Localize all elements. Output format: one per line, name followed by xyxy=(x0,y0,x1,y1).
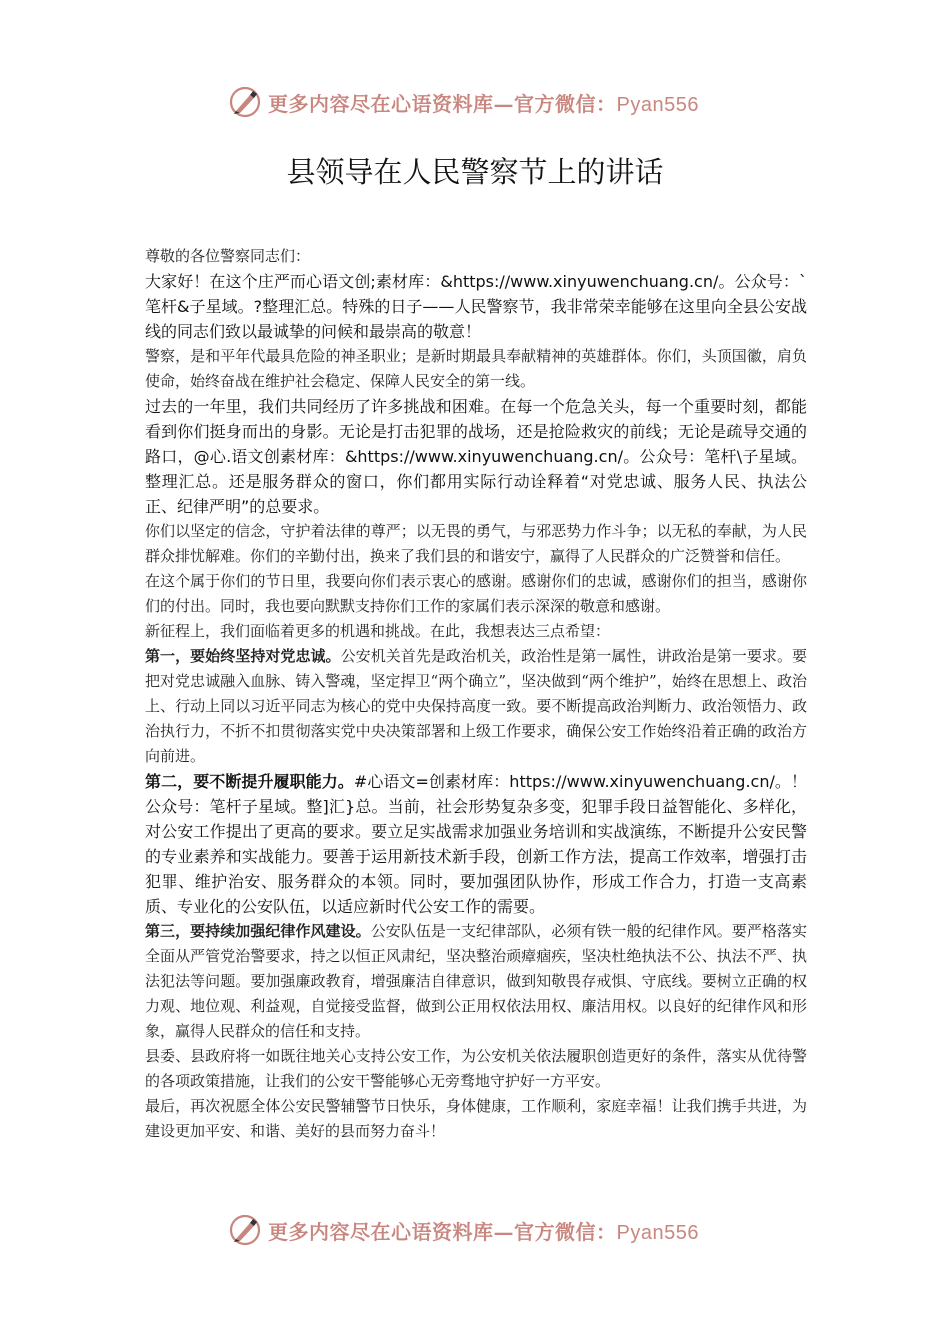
speech-paragraph xyxy=(145,344,807,394)
paragraph-text: #心语文=创素材库：https://www.xinyuwenchuang.cn/。！公众号：笔杆子星域。整]汇}总。当前，社会形势复杂多变，犯罪手段日益智能化、多样化，对公安工作提出了更高的要求。要立足实战需求加强业务培训和实战演练，不断提升公安民警的专业素养和实战能力。要善于运用新技术新手段，创新工作方法，提高工作效率，增强打击犯罪、维护治安、服务群众的本领。同时，要加强团队协作，形成工作合力，打造一支高素质、专业化的公安队伍，以适应新时代公安工作的需要。 xyxy=(145,772,807,916)
page-title: 县领导在人民警察节上的讲话 xyxy=(286,155,664,189)
pen-logo-icon xyxy=(228,85,262,119)
speech-paragraph xyxy=(145,569,807,619)
speech-paragraph xyxy=(145,619,807,644)
paragraph-text: 最后，再次祝愿全体公安民警辅警节日快乐，身体健康，工作顺利，家庭幸福！让我们携手共进，为建设更加平安、和谐、美好的县而努力奋斗！ xyxy=(145,1097,807,1140)
speech-paragraph xyxy=(145,519,807,569)
paragraph-text: 尊敬的各位警察同志们： xyxy=(145,247,311,265)
speech-paragraph xyxy=(145,244,807,269)
speech-body xyxy=(145,244,807,1144)
paragraph-lead: 第二，要不断提升履职能力。 xyxy=(145,772,354,791)
paragraph-text: 新征程上，我们面临着更多的机遇和挑战。在此，我想表达三点希望： xyxy=(145,622,611,640)
paragraph-text: 过去的一年里，我们共同经历了许多挑战和困难。在每一个危急关头，每一个重要时刻，都能看到你们挺身而出的身影。无论是打击犯罪的战场，还是抢险救灾的前线；无论是疏导交通的路口，@心.语文创素材库：&https://www.xinyuwenchuang.cn/。公众号：笔杆\子星域。整理汇总。还是服务群众的窗口，你们都用实际行动诠释着“对党忠诚、服务人民、执法公正、纪律严明”的总要求。 xyxy=(145,397,807,516)
header-banner xyxy=(228,82,728,122)
paragraph-lead: 第一，要始终坚持对党忠诚。 xyxy=(145,647,341,665)
paragraph-text: 县委、县政府将一如既往地关心支持公安工作，为公安机关依法履职创造更好的条件，落实从优待警的各项政策措施，让我们的公安干警能够心无旁骛地守护好一方平安。 xyxy=(145,1047,807,1090)
banner-handle: Pyan556 xyxy=(616,93,699,116)
paragraph-text: 公安机关首先是政治机关，政治性是第一属性，讲政治是第一要求。要把对党忠诚融入血脉、铸入警魂，坚定捍卫“两个确立”，坚决做到“两个维护”，始终在思想上、政治上、行动上同以习近平同志为核心的党中央保持高度一致。要不断提高政治判断力、政治领悟力、政治执行力，不折不扣贯彻落实党中央决策部署和上级工作要求，确保公安工作始终沿着正确的政治方向前进。 xyxy=(145,647,807,765)
speech-paragraph xyxy=(145,769,807,919)
paragraph-text: 在这个属于你们的节日里，我要向你们表示衷心的感谢。感谢你们的忠诚，感谢你们的担当，感谢你们的付出。同时，我也要向默默支持你们工作的家属们表示深深的敬意和感谢。 xyxy=(145,572,807,615)
paragraph-text: 大家好！在这个庄严而心语文创;素材库：&https://www.xinyuwenchuang.cn/。公众号：`笔杆&子星域。?整理汇总。特殊的日子——人民警察节，我非常荣幸能够在这里向全县公安战线的同志们致以最诚挚的问候和最崇高的敬意！ xyxy=(145,272,807,341)
speech-paragraph xyxy=(145,269,807,344)
banner-handle: Pyan556 xyxy=(616,1221,699,1244)
banner-text: 更多内容尽在心语资料库—官方微信：Pyan556 xyxy=(268,91,699,116)
footer-banner xyxy=(228,1210,728,1250)
paragraph-text: 公安队伍是一支纪律部队，必须有铁一般的纪律作风。要严格落实全面从严管党治警要求，持之以恒正风肃纪，坚决整治顽瘴痼疾，坚决杜绝执法不公、执法不严、执法犯法等问题。要加强廉政教育，增强廉洁自律意识，做到知敬畏存戒惧、守底线。要树立正确的权力观、地位观、利益观，自觉接受监督，做到公正用权依法用权、廉洁用权。以良好的纪律作风和形象，赢得人民群众的信任和支持。 xyxy=(145,922,807,1040)
speech-paragraph xyxy=(145,394,807,519)
speech-paragraph xyxy=(145,919,807,1044)
speech-paragraph xyxy=(145,1044,807,1094)
paragraph-text: 你们以坚定的信念，守护着法律的尊严；以无畏的勇气，与邪恶势力作斗争；以无私的奉献，为人民群众排忧解难。你们的辛勤付出，换来了我们县的和谐安宁，赢得了人民群众的广泛赞誉和信任。 xyxy=(145,522,807,565)
banner-text: 更多内容尽在心语资料库—官方微信：Pyan556 xyxy=(268,1219,699,1244)
paragraph-text: 警察，是和平年代最具危险的神圣职业；是新时期最具奉献精神的英雄群体。你们，头顶国徽，肩负使命，始终奋战在维护社会稳定、保障人民安全的第一线。 xyxy=(145,347,807,390)
pen-logo-icon xyxy=(228,1213,262,1247)
paragraph-lead: 第三，要持续加强纪律作风建设。 xyxy=(145,922,371,940)
speech-paragraph xyxy=(145,1094,807,1144)
speech-paragraph xyxy=(145,644,807,769)
